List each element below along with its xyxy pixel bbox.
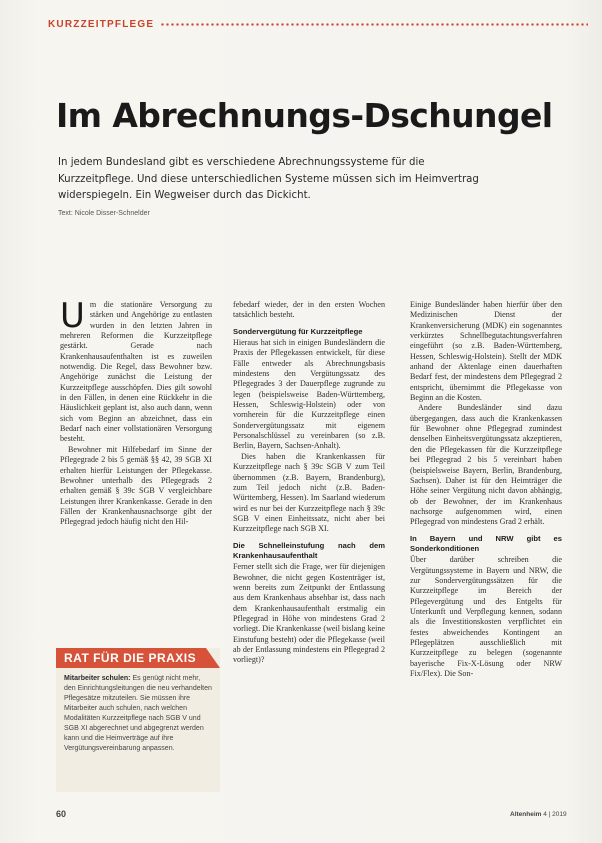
subheading: Die Schnelleinstufung nach dem Krankenhausaufenthalt	[233, 540, 385, 560]
paragraph: Einige Bundesländer haben hierfür über den Medizinischen Dienst der Krankenversicherung (MDK) ein sogenanntes verkürztes Schnellbegutachtungsverfahren eingeführt (so z.B. Baden-Württemberg, Hessen, Schleswig-Holstein). Stellt der MDK anhand der Aktenlage einen dauerhaften Bedarf fest, der mindestens dem Pflegegrad 2 entspricht, übernimmt die Pflegekasse von Beginn an die Kosten.	[410, 300, 562, 403]
magazine-footer	[510, 811, 567, 818]
paragraph: Hieraus hat sich in einigen Bundesländern die Praxis der Pflegekassen entwickelt, für diese Fälle entweder als Abrechnungsbasis mindestens den Vergütungssatz des Pflegegrades 3 der Dauerpflege zugrunde zu legen (beispielsweise Baden-Württemberg, Hessen, Schleswig-Holstein) oder von vornherein für die Kurzzeitpflege einen Sondervergütungssatz mit eigenem Personalschlüssel zu vereinbaren (so z.B. Berlin, Bayern, Sachsen-Anhalt).	[233, 338, 385, 451]
text-column-1	[60, 296, 212, 528]
drop-cap: U	[60, 296, 85, 336]
paragraph: Ferner stellt sich die Frage, wer für diejenigen Bewohner, die nicht gegen Kostenträger ist, wenn bereits zum Zeitpunkt der Entlassung aus dem Krankenhaus absehbar ist, dass nach dem Krankenhausaufenthalt erstmalig ein Pflegegrad in Höhe von mindestens Grad 2 vorliegt. Die Krankenkasse (weil bislang keine Einstufung besteht) oder die Pflegekasse (weil ab der Entlassung mindestens ein Pflegegrad 2 vorliegt)?	[233, 562, 385, 665]
text-column-2	[233, 300, 385, 666]
text-column-3	[410, 300, 562, 679]
practice-tip-lead: Mitarbeiter schulen:	[64, 675, 131, 682]
issue-number: 4 | 2019	[543, 811, 567, 818]
paragraph: Andere Bundesländer sind dazu übergegangen, dass auch die Krankenkassen für Bewohner ohne Pflegegrad zumindest denselben Einheitsvergütungssatz akzeptieren, den die Pflegekassen für die Kurzzeitpflege bei Pflegegrad 2 bis 5 vereinbart haben (beispielsweise Bayern, Berlin, Brandenburg, Sachsen). Daher ist für den Heimträger die Höhe seiner Vergütung nicht davon abhängig, ob der Bewohner, der im Krankenhaus nachsorge aufgenommen wird, einen Pflegegrad von mindestens Grad 2 erhält.	[410, 403, 562, 527]
practice-tip-title: RAT FÜR DIE PRAXIS	[64, 651, 197, 665]
article-title: Im Abrechnungs-Dschungel	[56, 96, 553, 135]
section-label: KURZZEITPFLEGE	[48, 18, 155, 30]
paragraph: Bewohner mit Hilfebedarf im Sinne der Pflegegrade 2 bis 5 gemäß §§ 42, 39 SGB XI erhalten hierfür Leistungen der Pflegekasse. Bewohner unterhalb des Pflegegrads 2 erhalten gemäß § 39c SGB V vergleichbare Leistungen ihrer Krankenkasse. Gerade in den Fällen der Krankenhausnachsorge gibt der Pflegegrad jedoch häufig nicht den Hil-	[60, 444, 212, 527]
paragraph: m die stationäre Versorgung zu stärken und Angehörige zu entlasten wurden in den letzten Jahren in mehreren Reformen die Kurzzeitpflege gestärkt. Gerade nach Krankenhausaufenthalten ist es zuweilen notwendig. Die Regel, dass Bewohner bzw. Angehörige zunächst die Leistung der Kurzzeitpflege ausschöpfen. Dies gilt sowohl in den Fällen, in denen eine Rückkehr in die Häuslichkeit geplant ist, also auch dann, wenn sich vom Beginn an abzeichnet, dass ein Bedarf nach einer vollstationären Versorgung besteht.	[60, 300, 212, 444]
practice-tip-text: Es genügt nicht mehr, den Einrichtungsleitungen die neu verhandelten Pflegesätze mitzuteilen. Sie müssen ihre Mitarbeiter auch schulen, nach welchen Modalitäten Kurzzeitpflege nach SGB V und SGB XI abgerechnet und abgegrenzt werden kann und die Heimverträge auf ihre Vergütungsvereinbarung anpassen.	[64, 675, 212, 752]
paragraph: febedarf wieder, der in den ersten Wochen tatsächlich besteht.	[233, 300, 385, 320]
practice-tip-body	[56, 668, 220, 754]
paragraph: Über darüber schreiben die Vergütungssysteme in Bayern und NRW, die zur Sondervergütungssätzen für die Kurzzeitpflege im Bereich der Pflegevergütung und des Entgelts für Unterkunft und Verpflegung kennen, sodann als die Investitionskosten verpflichtet ein festes abweichendes Kontingent an Pflegeplätzen ausschließlich mit Kurzzeitpflege zu belegen (sogenannte bayerische Fix-X-Lösung oder NRW Fix/Flex). Die Son-	[410, 555, 562, 679]
practice-tip-header	[56, 648, 220, 668]
byline: Text: Nicole Disser-Schnelder	[58, 210, 150, 217]
subheading: Sondervergütung für Kurzzeitpflege	[233, 326, 363, 336]
paragraph: Dies haben die Krankenkassen für Kurzzeitpflege nach § 39c SGB V zum Teil übernommen (z.B. Bayern, Brandenburg), zum Teil jedoch nicht (z.B. Baden-Württemberg, Hessen). Im Saarland wiederum wird es nur bei der Kurzzeitpflege nach § 39c SGB V einen Einheitssatz, nicht aber bei Kurzzeitpflege nach SGB XI.	[233, 451, 385, 534]
section-header	[48, 17, 588, 31]
subheading: In Bayern und NRW gibt es Sonderkonditionen	[410, 533, 562, 553]
dotted-rule	[160, 23, 588, 26]
practice-tip-box	[56, 648, 220, 792]
article-lead: In jedem Bundesland gibt es verschiedene Abrechnungssysteme für die Kurzzeitpflege. Und diese unterschiedlichen Systeme müssen sich im Heimvertrag widerspiegeln. Ein Wegweiser durch das Dickicht.	[58, 157, 479, 201]
page-number: 60	[56, 809, 67, 819]
magazine-name: Altenheim	[510, 811, 542, 818]
